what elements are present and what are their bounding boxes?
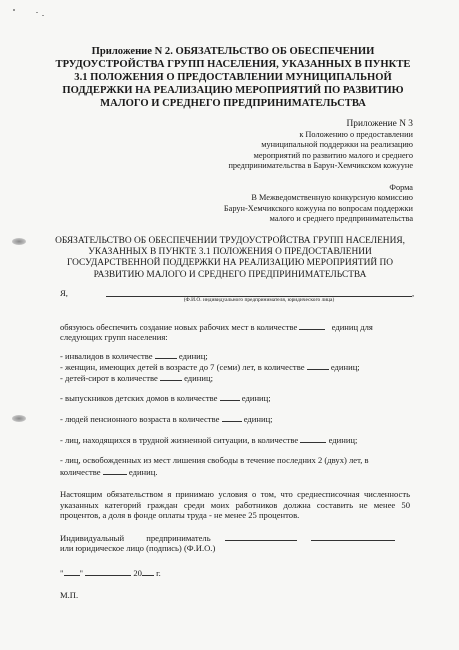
form-line: Барун-Хемчикского кожууна по вопросам поддержки [223, 203, 413, 213]
obligation-groups: следующих групп населения: [60, 332, 168, 342]
i-label: Я, [60, 288, 68, 298]
day-field[interactable] [64, 567, 80, 576]
list-item [60, 350, 410, 362]
year-suffix: г. [156, 568, 161, 578]
attachment-line: муниципальной поддержки на реализацию [261, 140, 413, 150]
punch-hole-top [12, 238, 26, 245]
obligation-line [60, 321, 410, 333]
count-field[interactable] [300, 434, 326, 443]
item-text: единиц; [243, 414, 273, 424]
quote-close: " [79, 568, 84, 578]
scan-mark [36, 12, 38, 13]
form-label: Форма [389, 183, 413, 192]
item-text: единиц; [241, 393, 271, 403]
form-line: малого и среднего предпринимательства [269, 214, 413, 224]
month-field[interactable] [85, 567, 131, 576]
list-item [60, 455, 410, 466]
attachment-line: предпринимательства в Барун-Хемчикском кожууне [228, 161, 413, 171]
count-field[interactable] [155, 350, 177, 359]
list-item [60, 413, 410, 425]
count-field[interactable] [222, 413, 242, 422]
date-line [60, 567, 410, 579]
attachment-block [228, 118, 413, 172]
obligation-text: обязуюсь обеспечить создание новых рабочих мест в количестве [60, 322, 298, 332]
total-count-field[interactable] [299, 321, 325, 330]
stamp-place: М.П. [60, 590, 79, 600]
attachment-number: Приложение N 3 [346, 119, 413, 129]
acceptance-paragraph: Настоящим обязательством я принимаю условия о том, что среднесписочная численность указанных категорий граждан среди моих работников должна составить не менее 50 процентов, а доля в фонде оплаты труда - не менее 25 процентов. [60, 489, 410, 521]
item-text: количестве [60, 467, 101, 477]
item-text: единиц; [178, 351, 208, 361]
item-text: - детей-сирот в количестве [60, 373, 158, 383]
scan-mark [42, 15, 44, 16]
signature-label: Индивидуальный [60, 533, 125, 543]
fio-signature-field[interactable] [311, 532, 395, 541]
signature-caption: или юридическое лицо (подпись) (Ф.И.О.) [60, 543, 216, 553]
item-text: единиц; [184, 373, 213, 383]
signature-label: предприниматель [146, 533, 211, 543]
year-prefix: 20 [133, 568, 142, 578]
fio-caption: (Ф.И.О. индивидуального предпринимателя, юридического лица) [183, 297, 335, 303]
attachment-line: к Положению о предоставлении [299, 130, 413, 139]
year-field[interactable] [142, 567, 154, 576]
item-text: - лиц, освобожденных из мест лишения свободы в течение последних 2 (двух) лет, в [60, 455, 369, 465]
signature-line [60, 532, 410, 544]
list-item [60, 361, 410, 373]
scan-mark [13, 9, 15, 11]
count-field[interactable] [220, 392, 240, 401]
list-item [60, 434, 410, 446]
obligation-text: единиц для [331, 322, 373, 332]
form-block [224, 183, 413, 225]
count-field[interactable] [103, 466, 127, 475]
i-comma: , [412, 288, 415, 298]
item-text: единиц. [128, 467, 158, 477]
count-field[interactable] [160, 372, 182, 381]
item-text: - женщин, имеющих детей в возрасте до 7 (семи) лет, в количестве [60, 362, 305, 372]
attachment-line: мероприятий по развитию малого и среднего [253, 150, 413, 160]
item-text: - выпускников детских домов в количестве [60, 393, 218, 403]
item-text: - людей пенсионного возраста в количестве [60, 414, 220, 424]
list-item-continuation [60, 466, 410, 478]
item-text: - лиц, находящихся в трудной жизненной ситуации, в количестве [60, 435, 299, 445]
list-item [60, 372, 410, 384]
document-title: ОБЯЗАТЕЛЬСТВО ОБ ОБЕСПЕЧЕНИИ ТРУДОУСТРОЙСТВА ГРУПП НАСЕЛЕНИЯ, УКАЗАННЫХ В ПУНКТЕ 3.1 ПОЛОЖЕНИЯ О ПРЕДОСТАВЛЕНИИ ГОСУДАРСТВЕННОЙ ПОДДЕРЖКИ НА РЕАЛИЗАЦИЮ МЕРОПРИЯТИЙ ПО РАЗВИТИЮ МАЛОГО И СРЕДНЕГО ПРЕДПРИНИМАТЕЛЬСТВА [55, 236, 405, 280]
list-item [60, 392, 410, 404]
count-field[interactable] [307, 361, 329, 370]
page-title: Приложение N 2. ОБЯЗАТЕЛЬСТВО ОБ ОБЕСПЕЧЕНИИ ТРУДОУСТРОЙСТВА ГРУПП НАСЕЛЕНИЯ, УКАЗАННЫХ В ПУНКТЕ 3.1 ПОЛОЖЕНИЯ О ПРЕДОСТАВЛЕНИИ МУНИЦИПАЛЬНОЙ ПОДДЕРЖКИ НА РЕАЛИЗАЦИЮ МЕРОПРИЯТИЙ ПО РАЗВИТИЮ МАЛОГО И СРЕДНЕГО ПРЕДПРИНИМАТЕЛЬСТВА [55, 46, 411, 109]
quote-open: " [60, 568, 64, 578]
item-text: - инвалидов в количестве [60, 351, 153, 361]
signature-field[interactable] [225, 532, 297, 541]
form-line: В Межведомственную конкурсную комиссию [251, 193, 413, 203]
item-text: единиц; [328, 435, 358, 445]
item-text: единиц; [330, 362, 360, 372]
punch-hole-bottom [12, 415, 26, 422]
